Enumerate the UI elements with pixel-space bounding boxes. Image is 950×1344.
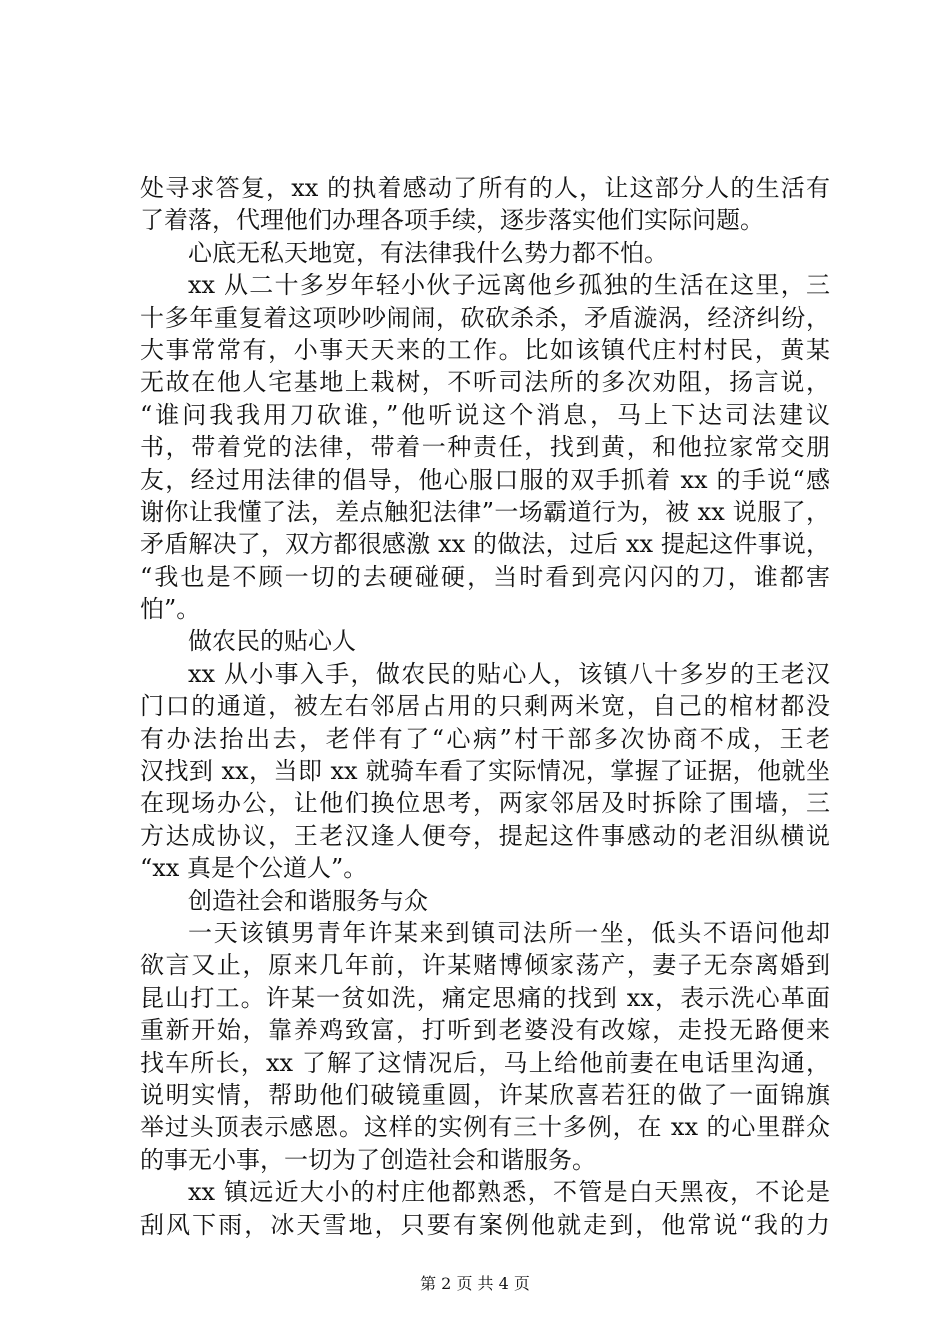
- text-line: 有办法抬出去，老伴有了“心病”村干部多次协商不成，王老: [140, 724, 830, 753]
- text-line: xx 从小事入手，做农民的贴心人，该镇八十多岁的王老汉: [188, 659, 830, 688]
- text-line: 一天该镇男青年许某来到镇司法所一坐，低头不语问他却: [188, 918, 830, 947]
- text-line: 书，带着党的法律，带着一种责任，找到黄，和他拉家常交朋: [140, 433, 830, 462]
- text-line: 昆山打工。许某一贫如洗，痛定思痛的找到 xx，表示洗心革面: [140, 983, 830, 1012]
- page-footer: 第 2 页 共 4 页: [420, 1274, 530, 1293]
- text-line: 门口的通道，被左右邻居占用的只剩两米宽，自己的棺材都没: [140, 692, 830, 721]
- text-line: 的事无小事，一切为了创造社会和谐服务。: [140, 1145, 596, 1174]
- text-line: 重新开始，靠养鸡致富，打听到老婆没有改嫁，走投无路便来: [140, 1016, 830, 1045]
- text-line: 怕”。: [140, 595, 201, 624]
- text-line: 汉找到 xx，当即 xx 就骑车看了实际情况，掌握了证据，他就坐: [140, 757, 830, 786]
- text-line: “我也是不顾一切的去硬碰硬，当时看到亮闪闪的刀，谁都害: [140, 562, 830, 591]
- text-line: 方达成协议，王老汉逢人便夸，提起这件事感动的老泪纵横说: [140, 821, 830, 850]
- text-line: 十多年重复着这项吵吵闹闹，砍砍杀杀，矛盾漩涡，经济纠纷，: [140, 303, 830, 332]
- text-line: 刮风下雨，冰天雪地，只要有案例他就走到，他常说“我的力: [140, 1210, 830, 1239]
- text-line: 说明实情，帮助他们破镜重圆，许某欣喜若狂的做了一面锦旗: [140, 1080, 830, 1109]
- text-line: 处寻求答复，xx 的执着感动了所有的人，让这部分人的生活有: [140, 174, 830, 202]
- text-line: 友，经过用法律的倡导，他心服口服的双手抓着 xx 的手说“感: [140, 465, 830, 494]
- text-line: xx 镇远近大小的村庄他都熟悉，不管是白天黑夜，不论是: [188, 1178, 830, 1207]
- body-text: [140, 172, 830, 1241]
- text-line: 举过头顶表示感恩。这样的实例有三十多例，在 xx 的心里群众: [140, 1113, 830, 1142]
- text-line: 在现场办公，让他们换位思考，两家邻居及时拆除了围墙，三: [140, 789, 830, 818]
- text-line: 谢你让我懂了法，差点触犯法律”一场霸道行为，被 xx 说服了，: [140, 497, 830, 526]
- text-line: 做农民的贴心人: [188, 627, 356, 656]
- text-line: 欲言又止，原来几年前，许某赌博倾家荡产，妻子无奈离婚到: [140, 951, 830, 980]
- text-line: 无故在他人宅基地上栽树，不听司法所的多次劝阻，扬言说，: [140, 368, 830, 397]
- text-line: 矛盾解决了，双方都很感激 xx 的做法，过后 xx 提起这件事说，: [140, 530, 830, 559]
- text-line: xx 从二十多岁年轻小伙子远离他乡孤独的生活在这里，三: [188, 271, 830, 300]
- text-line: “谁问我我用刀砍谁，”他听说这个消息，马上下达司法建议: [140, 400, 830, 429]
- text-line: 了着落，代理他们办理各项手续，逐步落实他们实际问题。: [140, 206, 764, 235]
- text-line: 创造社会和谐服务与众: [188, 886, 428, 915]
- text-line: 找车所长，xx 了解了这情况后，马上给他前妻在电话里沟通，: [140, 1048, 830, 1077]
- text-line: 大事常常有，小事天天来的工作。比如该镇代庄村村民，黄某: [140, 335, 830, 364]
- text-line: 心底无私天地宽，有法律我什么势力都不怕。: [188, 238, 668, 267]
- text-line: “xx 真是个公道人”。: [140, 854, 368, 883]
